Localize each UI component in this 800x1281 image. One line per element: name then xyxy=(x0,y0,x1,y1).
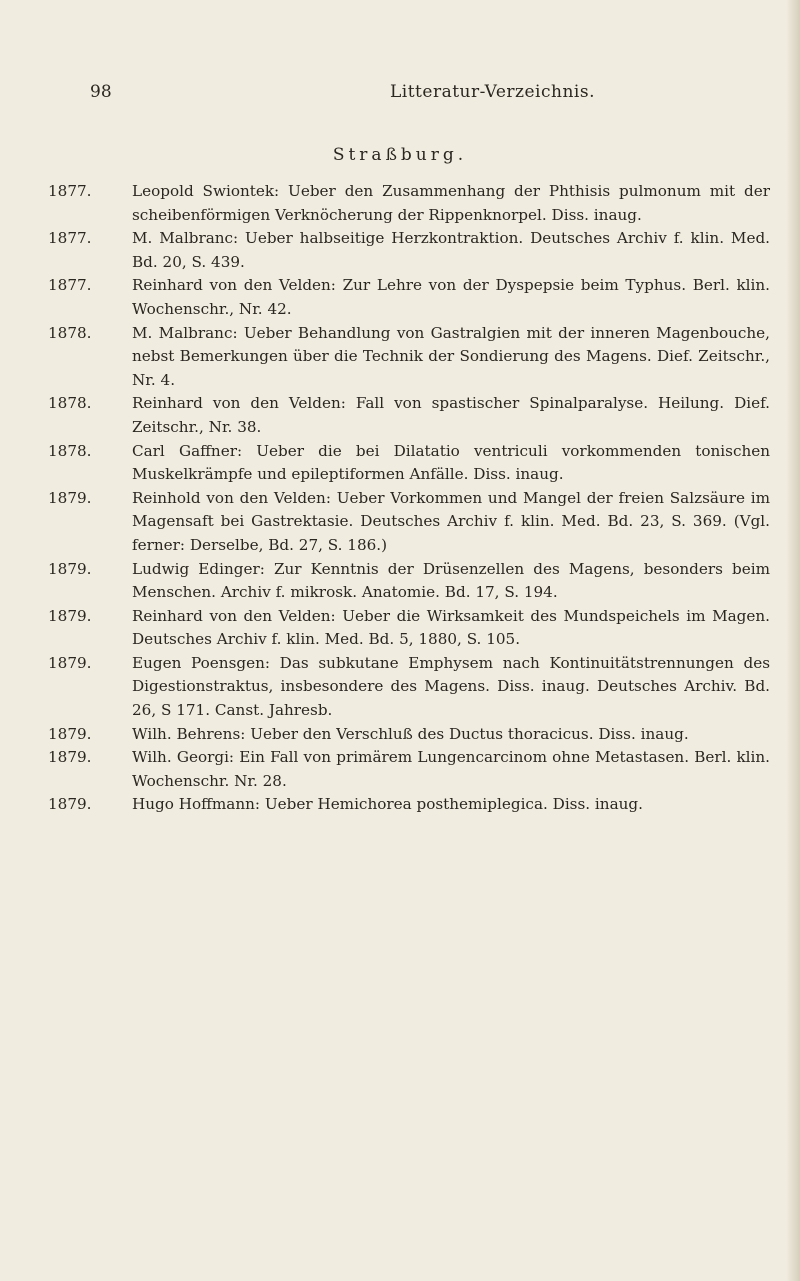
page-number: 98 xyxy=(90,82,112,102)
entry-year: 1877. xyxy=(48,182,92,200)
entry-text: M. Malbranc: Ueber halbseitige Herzkontraktion. Deutsches Archiv f. klin. Med. Bd. 20, S. 439. xyxy=(132,229,770,271)
entry-year: 1879. xyxy=(48,748,92,767)
bibliography-entry xyxy=(48,440,770,487)
entry-text: Reinhard von den Velden: Fall von spastischer Spinalparalyse. Heilung. Dief. Zeitschr., Nr. 38. xyxy=(132,394,770,436)
bibliography-list xyxy=(48,180,770,817)
running-title: Litteratur-Verzeichnis. xyxy=(390,82,595,102)
entry-text: Wilh. Georgi: Ein Fall von primärem Lungencarcinom ohne Metastasen. Berl. klin. Wochenschr. Nr. 28. xyxy=(132,748,770,790)
entry-year: 1878. xyxy=(48,323,92,342)
entry-text: Carl Gaffner: Ueber die bei Dilatatio ventriculi vorkommenden tonischen Muskelkrämpfe und epileptiformen Anfälle. Diss. inaug. xyxy=(132,441,770,484)
bibliography-entry xyxy=(48,227,770,274)
bibliography-entry xyxy=(48,487,770,558)
entry-year: 1878. xyxy=(48,441,92,460)
bibliography-entry xyxy=(48,746,770,793)
bibliography-entry xyxy=(48,322,770,393)
bibliography-entry xyxy=(48,793,770,817)
entry-text: Leopold Swiontek: Ueber den Zusammenhang der Phthisis pulmonum mit der scheibenförmigen Verknöcherung der Rippenknorpel. Diss. inaug. xyxy=(132,182,770,224)
bibliography-entry xyxy=(48,180,770,227)
bibliography-entry xyxy=(48,558,770,605)
entry-year: 1879. xyxy=(48,653,92,672)
page-edge-shadow xyxy=(786,0,800,1281)
entry-text: Wilh. Behrens: Ueber den Verschluß des Ductus thoracicus. Diss. inaug. xyxy=(132,724,689,743)
entry-text: Reinhold von den Velden: Ueber Vorkommen und Mangel der freien Salzsäure im Magensaft bei Gastrektasie. Deutsches Archiv f. klin. Med. Bd. 23, S. 369. (Vgl. ferner: Derselbe, Bd. 27, S. 186.) xyxy=(132,488,770,554)
entry-year: 1879. xyxy=(48,488,92,507)
entry-text: Ludwig Edinger: Zur Kenntnis der Drüsenzellen des Magens, besonders beim Menschen. Archiv f. mikrosk. Anatomie. Bd. 17, S. 194. xyxy=(132,559,770,602)
bibliography-entry xyxy=(48,392,770,439)
entry-year: 1879. xyxy=(48,724,92,743)
entry-text: M. Malbranc: Ueber Behandlung von Gastralgien mit der inneren Magenbouche, nebst Bemerkungen über die Technik der Sondierung des Magens. Dief. Zeitschr., Nr. 4. xyxy=(132,323,770,389)
bibliography-entry xyxy=(48,652,770,723)
bibliography-entry xyxy=(48,605,770,652)
entry-year: 1878. xyxy=(48,394,92,413)
entry-text: Reinhard von den Velden: Zur Lehre von der Dyspepsie beim Typhus. Berl. klin. Wochenschr., Nr. 42. xyxy=(132,276,770,318)
entry-year: 1877. xyxy=(48,276,92,295)
section-title: Straßburg. xyxy=(332,145,468,165)
entry-text: Hugo Hoffmann: Ueber Hemichorea posthemiplegica. Diss. inaug. xyxy=(132,795,643,814)
entry-year: 1879. xyxy=(48,606,92,625)
entry-year: 1879. xyxy=(48,795,92,814)
entry-year: 1877. xyxy=(48,229,92,248)
entry-text: Eugen Poensgen: Das subkutane Emphysem nach Kontinuitätstrennungen des Digestionstraktus, insbesondere des Magens. Diss. inaug. Deutsches Archiv. Bd. 26, S 171. Canst. Jahresb. xyxy=(132,653,770,720)
bibliography-entry xyxy=(48,274,770,321)
bibliography-entry xyxy=(48,723,770,747)
entry-text: Reinhard von den Velden: Ueber die Wirksamkeit des Mundspeichels im Magen. Deutsches Archiv f. klin. Med. Bd. 5, 1880, S. 105. xyxy=(132,606,770,649)
page-header xyxy=(90,82,728,122)
entry-year: 1879. xyxy=(48,559,92,578)
